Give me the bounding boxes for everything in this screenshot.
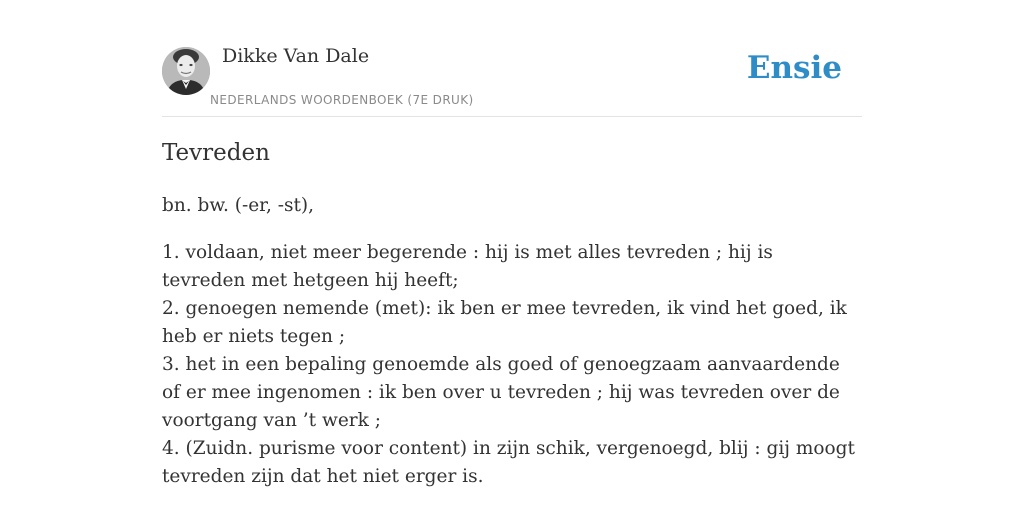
author-avatar[interactable]: [162, 47, 210, 95]
portrait-icon: [162, 47, 210, 95]
entry-title: Tevreden: [162, 140, 270, 166]
definition-item: 1. voldaan, niet meer begerende : hij is met alles tevreden ; hij is tevreden met hetgeen hij heeft;: [162, 242, 773, 291]
grammar-info: bn. bw. (-er, -st),: [162, 195, 315, 216]
definitions-list: [162, 239, 862, 491]
definition-item: 2. genoegen nemende (met): ik ben er mee tevreden, ik vind het goed, ik heb er niets tegen ;: [162, 298, 847, 347]
dictionary-source[interactable]: NEDERLANDS WOORDENBOEK (7E DRUK): [210, 93, 474, 107]
ensie-logo[interactable]: Ensie: [746, 50, 842, 86]
header: [162, 0, 862, 117]
definition-item: 3. het in een bepaling genoemde als goed of genoegzaam aanvaardende of er mee ingenomen : ik ben over u tevreden ; hij was tevreden over de voortgang van ’t werk ;: [162, 354, 840, 431]
definition-item: 4. (Zuidn. purisme voor content) in zijn schik, vergenoegd, blij : gij moogt tevreden zijn dat het niet erger is.: [162, 438, 855, 487]
author-name[interactable]: Dikke Van Dale: [222, 45, 370, 67]
